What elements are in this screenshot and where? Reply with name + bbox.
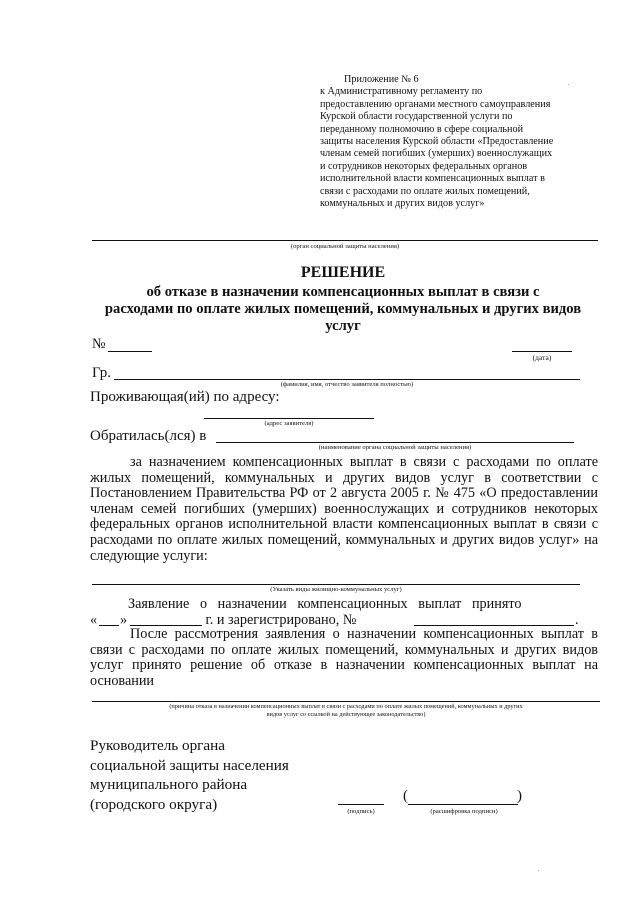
document-subtitle-line: услуг xyxy=(325,318,361,334)
applied-label: Обратилась(лся) в xyxy=(90,428,207,444)
date-caption: (дата) xyxy=(532,353,552,362)
statement-end: . xyxy=(575,612,579,628)
citizen-label: Гр. xyxy=(92,365,111,381)
header-line: предоставлению органами местного самоуправления xyxy=(320,98,551,110)
header-line: связи с расходами по оплате жилых помещений, xyxy=(320,185,530,197)
citizen-name-field[interactable] xyxy=(114,379,580,380)
header-line: защиты населения Курской области «Предоставление xyxy=(320,136,554,148)
header-line: и сотрудников некоторых федеральных органов xyxy=(320,160,528,172)
scan-speck xyxy=(538,870,539,871)
applied-organ-field[interactable] xyxy=(216,442,574,443)
statement-registered-text: г. и зарегистрировано, № xyxy=(202,612,357,628)
signature-field[interactable] xyxy=(338,804,384,805)
number-label: № xyxy=(92,336,106,352)
statement-day-field[interactable] xyxy=(99,625,119,626)
signature-decode-field[interactable] xyxy=(408,804,518,805)
address-label: Проживающая(ий) по адресу: xyxy=(90,389,280,405)
header-line: Курской области государственной услуги по xyxy=(320,111,513,123)
services-field[interactable] xyxy=(92,584,580,585)
decode-caption: (расшифровка подписи) xyxy=(430,808,498,815)
signatory-line: Руководитель органа xyxy=(90,737,226,754)
statement-quote-open: « xyxy=(90,612,98,628)
number-field[interactable] xyxy=(108,351,152,352)
services-caption: (Указать виды жилищно-коммунальных услуг) xyxy=(270,586,402,593)
decode-paren-close: ) xyxy=(517,788,522,804)
header-line: переданному полномочию в сфере социальной xyxy=(320,123,524,135)
appendix-header xyxy=(320,74,553,210)
organ-caption: (орган социальной защиты населения) xyxy=(290,243,400,250)
reason-caption-line2: видов услуг со ссылкой на действующее законодательство) xyxy=(266,711,426,718)
scan-speck xyxy=(568,84,569,85)
organ-name-line[interactable] xyxy=(92,240,598,241)
statement-quote-close: » xyxy=(120,612,128,628)
signatory-line: (городского округа) xyxy=(90,795,218,813)
basis-paragraph: за назначением компенсационных выплат в связи с расходами по оплате жилых помещений, коммунальных и других видов услуг в соответствии с Постановлением Правительства РФ от 2 августа 2005 г. № 475 «О предоставлении членам семей погибших (умерших) военнослужащих и сотрудников некоторых федеральных органов исполнительной власти компенсационных выплат в связи с расходами по оплате жилых помещений, коммунальных и других видов услуг» на следующие услуги: xyxy=(90,454,598,564)
address-caption: (адрес заявителя) xyxy=(264,420,314,427)
header-line: членам семей погибших (умерших) военнослужащих xyxy=(320,148,553,160)
header-line: коммунальных и других видов услуг» xyxy=(320,198,485,210)
reason-caption: (причина отказа в назначении компенсационных выплат в связи с расходами по оплате жилых помещений, коммунальных и других xyxy=(169,703,523,710)
appendix-number: Приложение № 6 xyxy=(344,74,419,85)
reason-field[interactable] xyxy=(92,701,600,702)
decision-paragraph: После рассмотрения заявления о назначении компенсационных выплат в связи с расходами по оплате жилых помещений, коммунальных и других видов услуг принято решение об отказе в назначении компенсационных выплат на основании xyxy=(90,626,598,689)
signatory-line: социальной защиты населения xyxy=(90,756,289,774)
statement-line: Заявление о назначении компенсационных выплат принято xyxy=(128,596,522,612)
decode-paren-open: ( xyxy=(403,788,408,804)
address-field[interactable] xyxy=(204,418,374,419)
citizen-caption: (фамилия, имя, отчество заявителя полностью) xyxy=(280,381,414,388)
signatory-title xyxy=(90,736,289,814)
header-line: исполнительной власти компенсационных выплат в xyxy=(320,173,545,185)
date-field[interactable] xyxy=(512,351,572,352)
document-subtitle-line: об отказе в назначении компенсационных выплат в связи с xyxy=(146,284,540,300)
signature-caption: (подпись) xyxy=(347,808,375,815)
applied-caption: (наименование органа социальной защиты населения) xyxy=(318,444,472,451)
signatory-line: муниципального района xyxy=(90,776,248,793)
header-line: к Административному регламенту по xyxy=(320,86,483,98)
document-subtitle-line: расходами по оплате жилых помещений, коммунальных и других видов xyxy=(104,301,582,317)
document-title: РЕШЕНИЕ xyxy=(300,264,386,281)
